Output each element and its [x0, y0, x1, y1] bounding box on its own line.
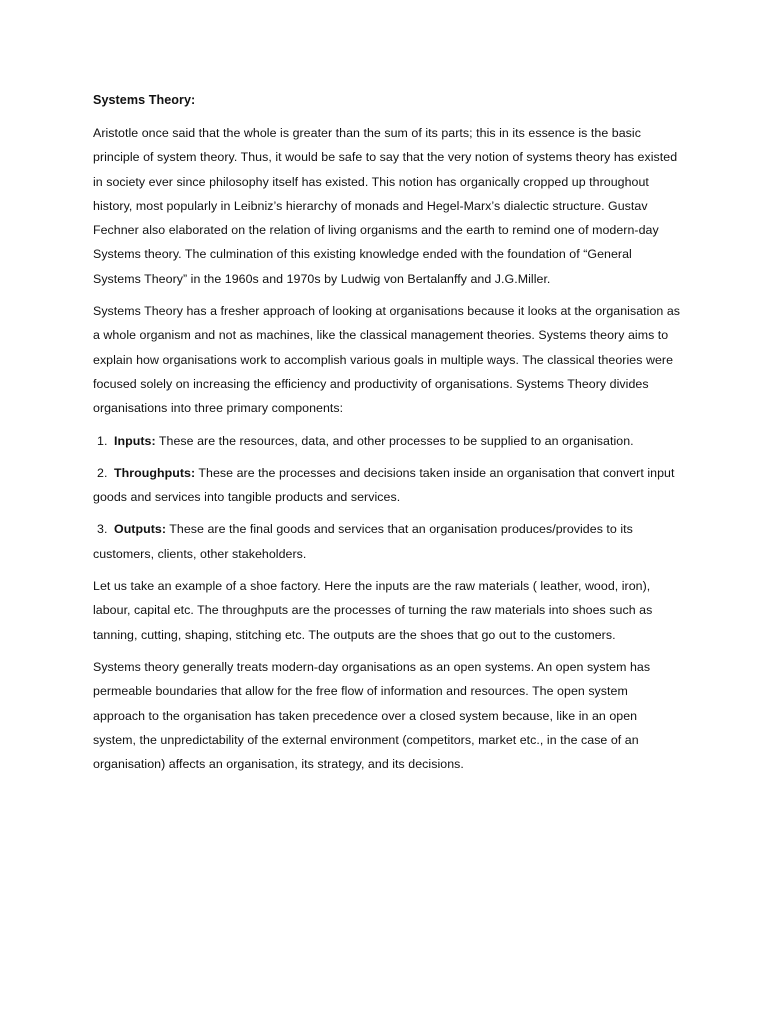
intro-paragraph: Aristotle once said that the whole is greater than the sum of its parts; this in its essence is the basic principle of system theory. Thus, it would be safe to say that the very notion of systems theory has existed in society ever since philosophy itself has existed. This notion has organically cropped up throughout history, most popularly in Leibniz’s hierarchy of monads and Hegel-Marx’s dialectic structure. Gustav Fechner also elaborated on the relation of living organisms and the earth to remind one of modern-day Systems theory. The culmination of this existing knowledge ended with the foundation of “General Systems Theory” in the 1960s and 1970s by Ludwig von Bertalanffy and J.G.Miller.	[93, 126, 678, 286]
component-description: These are the final goods and services that an organisation produces/provides to its customers, clients, other stakeholders.	[93, 522, 633, 561]
component-description: These are the processes and decisions taken inside an organisation that convert input goods and services into tangible products and services.	[93, 465, 675, 505]
component-inputs	[93, 429, 683, 453]
document-title: Systems Theory:	[93, 93, 196, 107]
component-number: 3.	[97, 522, 108, 537]
closing-paragraph: Systems theory generally treats modern-day organisations as an open systems. An open system has permeable boundaries that allow for the free flow of information and resources. The open system approach to the organisation has taken precedence over a closed system because, like in an open system, the unpredictability of the external environment (competitors, market etc., in the case of an organisation) affects an organisation, its strategy, and its decisions.	[93, 659, 651, 772]
approach-paragraph: Systems Theory has a fresher approach of looking at organisations because it looks at the organisation as a whole organism and not as machines, like the classical management theories. Systems theory aims to explain how organisations work to accomplish various goals in multiple ways. The classical theories were focused solely on increasing the efficiency and productivity of organisations. Systems Theory divides organisations into three primary components:	[93, 304, 681, 416]
example-paragraph: Let us take an example of a shoe factory. Here the inputs are the raw materials ( leather, wood, iron), labour, capital etc. The throughputs are the processes of turning the raw materials into shoes such as tanning, cutting, shaping, stitching etc. The outputs are the shoes that go out to the customers.	[93, 579, 653, 642]
component-number: 2.	[97, 465, 108, 480]
document-body	[93, 88, 683, 784]
component-throughputs	[93, 461, 683, 510]
component-number: 1.	[97, 433, 108, 448]
component-term: Throughputs:	[114, 465, 196, 480]
component-term: Outputs:	[114, 522, 167, 537]
component-outputs	[93, 517, 683, 566]
component-term: Inputs:	[114, 433, 156, 448]
component-description: These are the resources, data, and other processes to be supplied to an organisation.	[155, 433, 634, 448]
